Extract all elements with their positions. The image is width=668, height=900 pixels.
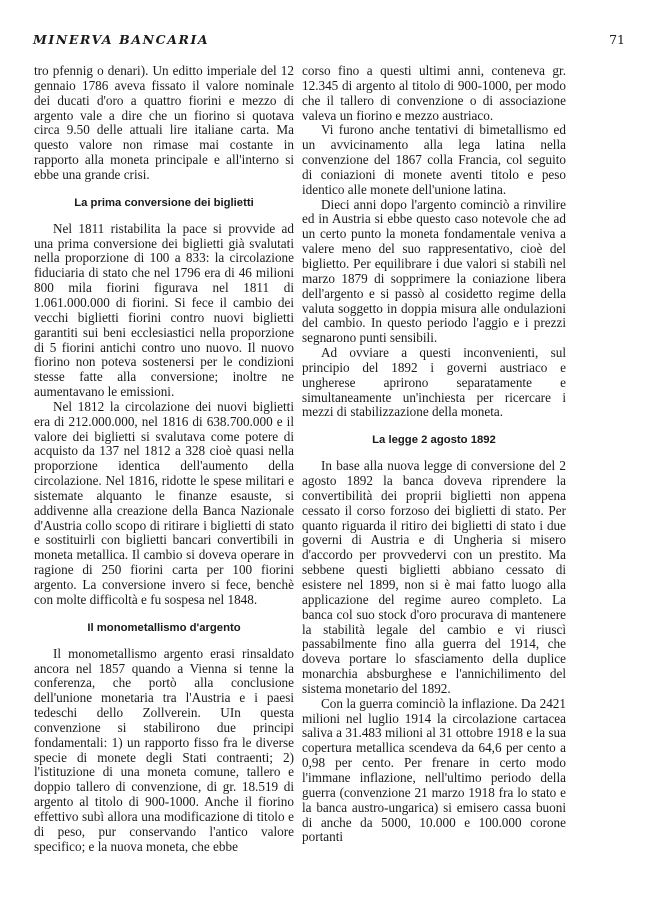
paragraph: Il monometallismo argento erasi rinsaldato ancora nel 1857 quando a Vienna si tenne la conferenza, che portò alla conclusione dell'unione monetaria tra l'Austria e i paesi tedeschi dello Zollverein. UIn questa convenzione si stabilirono due principi fondamentali: 1) un rapporto fisso fra le diverse specie di monete degli Stati contraenti; 2) l'istituzione di una moneta comune, tallero e doppio tallero di convenzione, di gr. 18.519 di argento al titolo di 900-1000. Anche il fiorino effettivo subì allora una modificazione di titolo e di peso, pur conservando l'antico valore specifico; e la nuova moneta, che ebbe [34, 645, 294, 854]
paragraph: Nel 1812 la circolazione dei nuovi biglietti era di 212.000.000, nel 1816 di 638.700.000 e il valore dei biglietti si svalutava come potere di acquisto da 137 nel 1812 a 328 cioè quasi nella proporzione identica dell'aumento della circolazione. Nel 1816, ridotte le spese militari e sistemate alquanto le finanze esauste, si addivenne alla creazione della Banca Nazionale d'Austria collo scopo di ritirare i biglietti di stato e sostituirli con biglietti bancari convertibili in moneta metallica. Il cambio si doveva operare in ragione di 250 fiorini carta per 100 fiorini argento. La conversione invero si fece, benchè con molte difficoltà e fu sospesa nel 1848. [34, 398, 294, 607]
section-heading: La legge 2 agosto 1892 [372, 434, 496, 447]
paragraph: tro pfennig o denari). Un editto imperiale del 12 gennaio 1786 aveva fissato il valore nominale dei ducati d'oro a quattro fiorini e mezzo di argento vale a dire che un fiorino si quotava circa 9.50 delle attuali lire italiane carta. Ma questo valore non rimase mai costante in rapporto alla moneta principale e all'interno si ebbe una grande crisi. [34, 63, 294, 182]
section-heading: Il monometallismo d'argento [87, 621, 241, 634]
paragraph: Nel 1811 ristabilita la pace si provvide ad una prima conversione dei biglietti già svalutati nella proporzione di 100 a 833: la circolazione fiduciaria di stato che nel 1796 era di 46 milioni 800 mila fiorini figurava nel 1811 di 1.061.000.000 di fiorini. Si fece il cambio dei vecchi biglietti fiorini contro nuovi biglietti garantiti sui beni ecclesiastici nella proporzione di 5 fiorini antichi contro uno nuovo. Il nuovo fiorino non poteva sostenersi per le condizioni stesse fatte alla conversione; inoltre ne aumentavano le emissioni. [34, 220, 294, 400]
paragraph: Vi furono anche tentativi di bimetallismo ed un avvicinamento alla lega latina nella convenzione del 1867 colla Francia, col seguito di coniazioni di monete aventi titolo e peso identico alle monete dell'unione latina. [302, 122, 566, 197]
paragraph: corso fino a questi ultimi anni, conteneva gr. 12.345 di argento al titolo di 900-1000, per modo che il tallero di convenzione o di associazione valeva un fiorino e mezzo austriaco. [302, 63, 566, 123]
paragraph: Dieci anni dopo l'argento cominciò a rinvilire ed in Austria si ebbe questo caso notevole che ad un certo punto la moneta fondamentale veniva a valere meno del suo rappresentativo, cioè del biglietto. Per equilibrare i due valori si stabilì nel marzo 1879 di sopprimere la coniazione libera dell'argento e si passò al cosidetto regime della valuta soggetto in doppia misura alle ondulazioni del cambio. In questo periodo l'aggio e i prezzi segnarono punti sensibili. [302, 196, 566, 346]
right-column [302, 64, 566, 845]
section-heading: La prima conversione dei biglietti [74, 196, 254, 209]
paragraph: Ad ovviare a questi inconvenienti, sul principio del 1892 i governi austriaco e ungherese aprirono separatamente e simultaneamente un'inchiesta per ricercare i mezzi di stabilizzazione della moneta. [302, 345, 566, 420]
left-column [34, 64, 294, 855]
running-title: MINERVA BANCARIA [33, 32, 210, 47]
paragraph: Con la guerra cominciò la inflazione. Da 2421 milioni nel luglio 1914 la circolazione cartacea saliva a 31.483 milioni al 31 ottobre 1918 e la sua copertura metallica scendeva da 64,6 per cento a 0,98 per cento. Per frenare in certo modo l'immane inflazione, nell'ultimo periodo della guerra (convenzione 21 marzo 1918 fra lo stato e la banca austro-ungarica) si emisero cassa buoni di anche da 5000, 10.000 e 100.000 corone portanti [302, 695, 566, 845]
page-header [33, 32, 633, 54]
page-number: 71 [609, 32, 625, 47]
paragraph: In base alla nuova legge di conversione del 2 agosto 1892 la banca doveva riprendere la convertibilità dei proprii biglietti non appena cessato il corso forzoso dei biglietti di stato. Per quanto riguarda il ritiro dei biglietti di stato i due governi di Austria e di Ungheria si misero d'accordo per provvedervi con un prestito. Ma sebbene questi biglietti abbiano cessato di esistere nel 1899, non si è mai fatto luogo alla applicazione del regime aureo completo. La banca col suo stock d'oro procurava di mantenere la stabilità legale del cambio e vi riuscì passabilmente fino alla guerra del 1914, che doveva portare lo sfasciamento della duplice monarchia absburghese e l'annichilimento del sistema monetario del 1892. [302, 458, 566, 696]
